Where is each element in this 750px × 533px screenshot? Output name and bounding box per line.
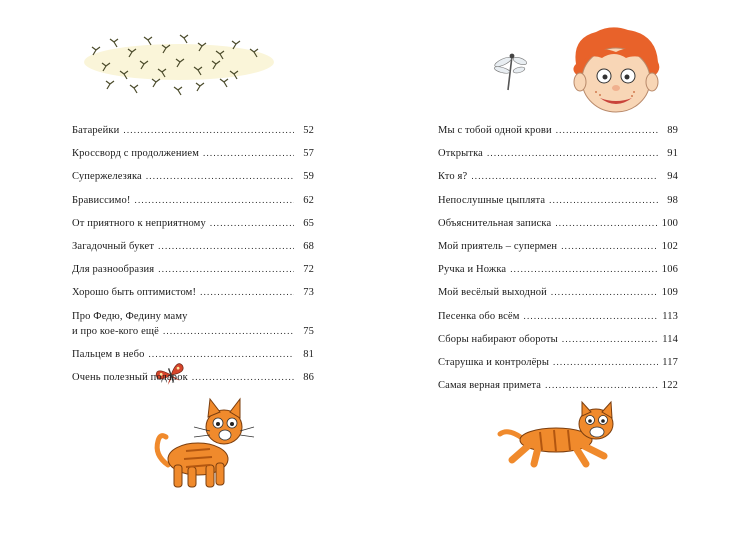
toc-entry-page: 75 [303,325,314,337]
toc-entry-title: Непослушные цыплята [438,194,546,206]
toc-entry-page: 89 [667,125,678,136]
toc-entry-title: Про Федю, Федину маму [72,310,188,322]
leader-dots [510,258,658,281]
leader-dots [524,305,658,328]
toc-entry-page: 73 [303,287,314,299]
toc-entry-page: 109 [661,287,678,299]
toc-entry-title: Батарейки [72,125,120,136]
toc-entry-page: 68 [303,240,314,252]
leader-dots [555,212,657,235]
toc-entry-page: 57 [303,148,314,160]
toc-entry[interactable] [438,235,678,258]
dragonfly-illustration [492,50,528,94]
toc-entry-page: 86 [303,371,314,383]
toc-entry-page: 65 [303,217,314,229]
toc-entry-title: Открытка [438,148,483,160]
leader-dots [146,165,294,188]
toc-entry[interactable] [72,189,314,212]
toc-entry[interactable] [72,366,314,389]
toc-entry[interactable] [438,119,678,142]
toc-entry-page: 59 [303,171,314,183]
toc-entry[interactable] [72,212,314,235]
leader-dots [556,119,658,142]
insect-shape [152,79,160,87]
toc-entry[interactable] [438,328,678,351]
toc-entry[interactable] [72,343,314,366]
insect-shape [130,85,138,93]
toc-entry[interactable] [72,281,314,304]
red-haired-boy-illustration [566,24,666,120]
leader-dots [123,119,294,142]
toc-entry[interactable] [438,212,678,235]
toc-entry-title: Для разнообразия [72,264,155,276]
toc-entry[interactable] [438,351,678,374]
toc-entry[interactable] [438,305,678,328]
toc-entry[interactable] [438,189,678,212]
toc-entry-title: Самая верная примета [438,380,542,392]
toc-entry-title: Мой приятель – супермен [438,240,558,252]
orange-cat-running-illustration [494,398,624,478]
toc-entry-title: Супержелезяка [72,171,142,183]
toc-entry-page: 113 [662,310,678,322]
toc-entry-title: Песенка обо всём [438,310,520,322]
insect-swarm-illustration [84,30,284,105]
insect-shape [144,37,152,45]
leader-dots [487,142,658,165]
leader-dots [158,258,294,281]
leader-dots [562,328,658,351]
toc-entry[interactable] [438,258,678,281]
leader-dots [561,235,658,258]
toc-entry[interactable] [438,374,678,397]
table-of-contents-left [72,119,314,389]
leader-dots [200,281,294,304]
leader-dots [158,235,294,258]
leader-dots [551,281,658,304]
insect-shape [174,87,182,95]
leader-dots [553,351,658,374]
toc-entry-title: Хорошо быть оптимистом! [72,287,197,299]
toc-entry[interactable] [72,142,314,165]
insect-shape [180,35,188,43]
toc-entry-title: Объяснительная записка [438,217,552,229]
toc-entry-title: Старушка и контролёры [438,356,550,368]
insect-shape [106,81,114,89]
toc-entry[interactable] [72,165,314,188]
toc-entry-title: Сборы набирают обороты [438,333,558,345]
toc-entry-title: От приятного к неприятному [72,217,206,229]
toc-entry-title-continued: и про кое-кого ещё [72,325,159,337]
toc-entry[interactable] [438,142,678,165]
toc-entry-page: 98 [667,194,678,206]
toc-entry[interactable] [438,281,678,304]
toc-entry-page: 102 [661,240,678,252]
leader-dots [210,212,294,235]
toc-entry-page: 91 [667,148,678,160]
orange-cat-standing-illustration [150,385,260,495]
toc-entry[interactable] [72,235,314,258]
leader-dots [203,142,294,165]
toc-entry-page: 122 [661,380,678,392]
toc-entry-page: 81 [303,348,314,360]
toc-entry-page: 106 [661,264,678,276]
toc-entry-page: 117 [662,356,678,368]
toc-entry-title: Очень полезный подарок [72,371,188,383]
toc-entry-page: 52 [303,125,314,136]
toc-entry-title: Мы с тобой одной крови [438,125,552,136]
toc-entry-page: 72 [303,264,314,276]
toc-entry-second-line [72,324,314,339]
toc-entry[interactable] [438,165,678,188]
leader-dots [549,189,658,212]
toc-entry-page: 114 [662,333,678,345]
toc-entry-title: Брависсимо! [72,194,131,206]
leader-dots [163,324,294,339]
insect-shape [196,83,204,91]
toc-entry-page: 94 [667,171,678,183]
leader-dots [135,189,295,212]
table-of-contents-right [438,119,678,397]
toc-entry-title: Загадочный букет [72,240,155,252]
toc-entry-title: Мой весёлый выходной [438,287,547,299]
insect-shape [220,79,228,87]
leader-dots [148,343,294,366]
toc-entry[interactable] [72,258,314,281]
toc-entry-page: 100 [661,217,678,229]
leader-dots [192,366,294,389]
toc-entry-title: Ручка и Ножка [438,264,507,276]
toc-entry[interactable] [72,119,314,142]
toc-entry-title: Кроссворд с продолжением [72,148,200,160]
leader-dots [471,165,658,188]
toc-entry-title: Пальцем в небо [72,348,145,360]
toc-entry-title: Кто я? [438,171,468,183]
toc-entry[interactable] [72,305,314,343]
toc-entry-page: 62 [303,194,314,206]
insect-shape [110,39,118,47]
leader-dots [545,374,658,397]
